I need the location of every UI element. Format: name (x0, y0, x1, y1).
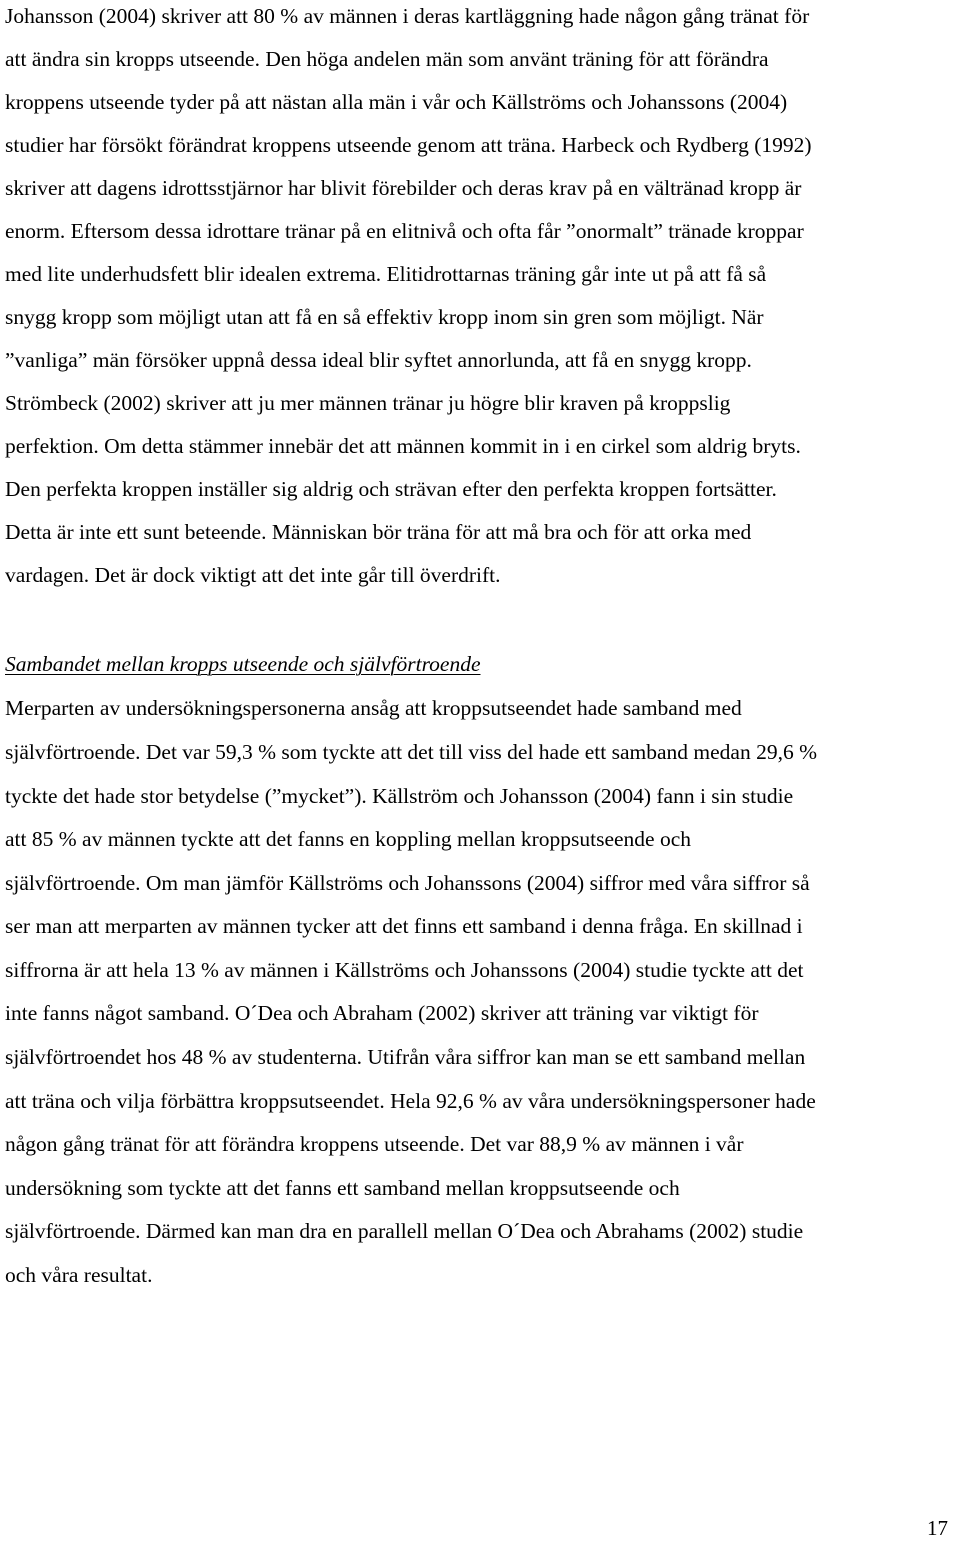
text-line: snygg kropp som möjligt utan att få en så effektiv kropp inom sin gren som möjligt. När (5, 305, 764, 329)
text-line: självförtroende. Därmed kan man dra en parallell mellan O´Dea och Abrahams (2002) studie (5, 1219, 804, 1243)
text-line: ser man att merparten av männen tycker att det finns ett samband i denna fråga. En skillnad i (5, 914, 803, 938)
text-line: att ändra sin kropps utseende. Den höga andelen män som använt träning för att förändra (5, 47, 769, 71)
text-line: med lite underhudsfett blir idealen extrema. Elitidrottarnas träning går inte ut på att få så (5, 262, 767, 286)
section-heading: Sambandet mellan kropps utseende och självförtroende (5, 652, 481, 676)
text-line: Den perfekta kroppen inställer sig aldrig och strävan efter den perfekta kroppen fortsätter. (5, 477, 777, 501)
text-line: och våra resultat. (5, 1263, 153, 1287)
text-line: studier har försökt förändrat kroppens utseende genom att träna. Harbeck och Rydberg (1992) (5, 133, 812, 157)
text-line: tyckte det hade stor betydelse (”mycket”). Källström och Johansson (2004) fann i sin studie (5, 784, 794, 808)
text-line: att 85 % av männen tyckte att det fanns en koppling mellan kroppsutseende och (5, 827, 692, 851)
page-number: 17 (927, 1516, 948, 1540)
text-line: Johansson (2004) skriver att 80 % av männen i deras kartläggning hade någon gång tränat för (5, 4, 810, 28)
text-line: skriver att dagens idrottsstjärnor har blivit förebilder och deras krav på en vältränad kropp är (5, 176, 802, 200)
text-line: självförtroende. Det var 59,3 % som tyckte att det till viss del hade ett samband medan 29,6 % (5, 740, 818, 764)
text-line: Detta är inte ett sunt beteende. Människan bör träna för att må bra och för att orka med (5, 520, 752, 544)
text-line: undersökning som tyckte att det fanns ett samband mellan kroppsutseende och (5, 1176, 680, 1200)
text-line: perfektion. Om detta stämmer innebär det att männen kommit in i en cirkel som aldrig bryts. (5, 434, 801, 458)
text-line: vardagen. Det är dock viktigt att det inte går till överdrift. (5, 563, 501, 587)
text-line: att träna och vilja förbättra kroppsutseendet. Hela 92,6 % av våra undersökningspersoner hade (5, 1089, 816, 1113)
text-line: ”vanliga” män försöker uppnå dessa ideal blir syftet annorlunda, att få en snygg kropp. (5, 348, 752, 372)
text-line: kroppens utseende tyder på att nästan alla män i vår och Källströms och Johanssons (2004) (5, 90, 788, 114)
text-line: siffrorna är att hela 13 % av männen i Källströms och Johanssons (2004) studie tyckte att det (5, 958, 804, 982)
text-line: självförtroende. Om man jämför Källströms och Johanssons (2004) siffror med våra siffror så (5, 871, 810, 895)
text-line: inte fanns något samband. O´Dea och Abraham (2002) skriver att träning var viktigt för (5, 1001, 759, 1025)
text-line: Strömbeck (2002) skriver att ju mer männen tränar ju högre blir kraven på kroppslig (5, 391, 731, 415)
text-line: Merparten av undersökningspersonerna ansåg att kroppsutseendet hade samband med (5, 696, 742, 720)
text-line: någon gång tränat för att förändra kroppens utseende. Det var 88,9 % av männen i vår (5, 1132, 744, 1156)
text-line: enorm. Eftersom dessa idrottare tränar på en elitnivå och ofta får ”onormalt” tränade kroppar (5, 219, 804, 243)
text-line: självförtroendet hos 48 % av studenterna. Utifrån våra siffror kan man se ett samband mellan (5, 1045, 806, 1069)
